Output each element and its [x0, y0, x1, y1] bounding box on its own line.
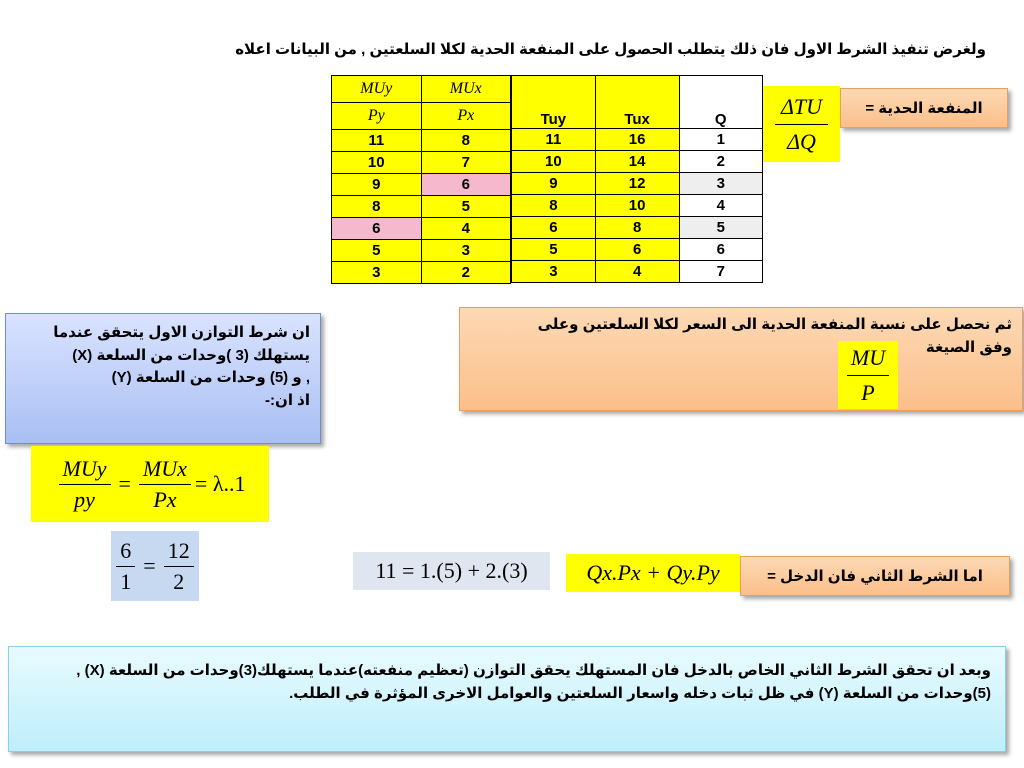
eq-num: MUx [139, 456, 191, 485]
table-cell: 6 [595, 239, 679, 261]
label-text: المنفعة الحدية = [865, 100, 983, 117]
eq-num: MUy [59, 456, 111, 485]
income-formula [566, 554, 740, 592]
eq-den: py [74, 486, 95, 512]
marginal-utility-formula [763, 86, 840, 162]
total-utility-table [511, 75, 763, 283]
table-cell: 11 [332, 130, 422, 152]
muy-over-py [59, 456, 111, 513]
marginal-utility-label [840, 88, 1008, 128]
table-cell: 2 [679, 151, 763, 173]
table-cell: 6 [679, 239, 763, 261]
px-header: Px [421, 103, 511, 130]
mu-num: MU [850, 344, 886, 370]
tux-header: Tux [595, 76, 679, 129]
table-cell: 4 [421, 218, 511, 240]
mu-price-ratio-table [331, 75, 511, 284]
eq-num: 6 [116, 538, 135, 567]
table-cell: 5 [512, 239, 596, 261]
mux-over-px [139, 456, 191, 513]
mu-over-p-formula [838, 341, 898, 409]
table-cell: 2 [421, 262, 511, 284]
income-calculation [353, 552, 550, 590]
table-cell: 9 [332, 174, 422, 196]
twelve-over-two [164, 538, 194, 595]
table-cell: 6 [512, 217, 596, 239]
numeric-equation: $\frac{6}{1}$ = $\frac{12}{2}$ [111, 531, 199, 601]
eq-den: Px [153, 486, 177, 512]
cond1-line4: اذ ان:- [265, 391, 310, 409]
highlighted-cell: 3 [679, 173, 763, 195]
table-cell: 1 [679, 129, 763, 151]
eq-num: 12 [164, 538, 194, 567]
cond1-line1: ان شرط التوازن الاول يتحقق عندما [53, 324, 310, 341]
table-cell: 12 [595, 173, 679, 195]
eq-den: 2 [173, 568, 185, 594]
income-label-text: اما الشرط الثاني فان الدخل = [767, 568, 983, 585]
eq-den: 1 [120, 568, 132, 594]
lambda-term: = λ..1 [194, 471, 246, 496]
income-formula-text: Qx.Px + Qy.Py [586, 560, 720, 585]
table-cell: 4 [595, 261, 679, 283]
table-cell: 8 [595, 217, 679, 239]
first-condition-box [5, 313, 321, 444]
income-calc-text: 11 = 1.(5) + 2.(3) [375, 558, 528, 583]
table-cell: 7 [679, 261, 763, 283]
mu-over-price-box [459, 307, 1023, 411]
conclusion-box [8, 646, 1006, 752]
table-cell: 5 [421, 196, 511, 218]
table-cell: 3 [332, 262, 422, 284]
ratio-text-line2: وفق الصيغة [925, 338, 1012, 356]
table-cell: 3 [512, 261, 596, 283]
table-cell: 8 [512, 195, 596, 217]
mux-header: MUx [421, 76, 511, 103]
table-cell: 8 [421, 130, 511, 152]
py-header: Py [332, 103, 422, 130]
highlighted-cell: 5 [679, 217, 763, 239]
tuy-header: Tuy [512, 76, 596, 129]
q-header: Q [679, 76, 763, 129]
table-cell: 7 [421, 152, 511, 174]
p-den: P [861, 379, 875, 405]
table-cell: 4 [679, 195, 763, 217]
table-cell: 10 [332, 152, 422, 174]
slide-title: ولغرض تنفيذ الشرط الاول فان ذلك يتطلب الحصول على المنفعة الحدية لكلا السلعتين , من البيانات اعلاه [235, 41, 986, 58]
ratio-text-line1: ثم نحصل على نسبة المنفعة الحدية الى السعر لكلا السلعتين وعلى [537, 316, 1012, 333]
highlighted-cell: 6 [332, 218, 422, 240]
highlighted-cell: 6 [421, 174, 511, 196]
table-cell: 8 [332, 196, 422, 218]
table-cell: 3 [421, 240, 511, 262]
conclusion-text: وبعد ان تحقق الشرط الثاني الخاص بالدخل فان المستهلك يحقق التوازن (تعظيم منفعته)عندما يستهلك(3)وحدات من السلعة (X) , (5)وحدات من السلعة (Y) في ظل ثبات دخله واسعار السلعتين والعوامل الاخرى المؤثرة في الطلب. [76, 662, 991, 703]
cond1-line3: , و (5) وحدات من السلعة (Y) [111, 369, 310, 386]
table-cell: 10 [595, 195, 679, 217]
delta-q: ΔQ [787, 128, 816, 154]
equilibrium-equation: $\frac{\text{MUy}}{py}$ = $\frac{\text{MUx}}{Px}$ = λ..1 [31, 446, 269, 522]
second-condition-label [740, 556, 1010, 596]
cond1-line2: يستهلك (3 )وحدات من السلعة (X) [72, 346, 310, 364]
table-cell: 10 [512, 151, 596, 173]
table-cell: 5 [332, 240, 422, 262]
table-cell: 9 [512, 173, 596, 195]
table-cell: 11 [512, 129, 596, 151]
six-over-one [116, 538, 135, 595]
table-cell: 16 [595, 129, 679, 151]
muy-header: MUy [332, 76, 422, 103]
table-cell: 14 [595, 151, 679, 173]
delta-tu: ΔTU [780, 93, 823, 119]
